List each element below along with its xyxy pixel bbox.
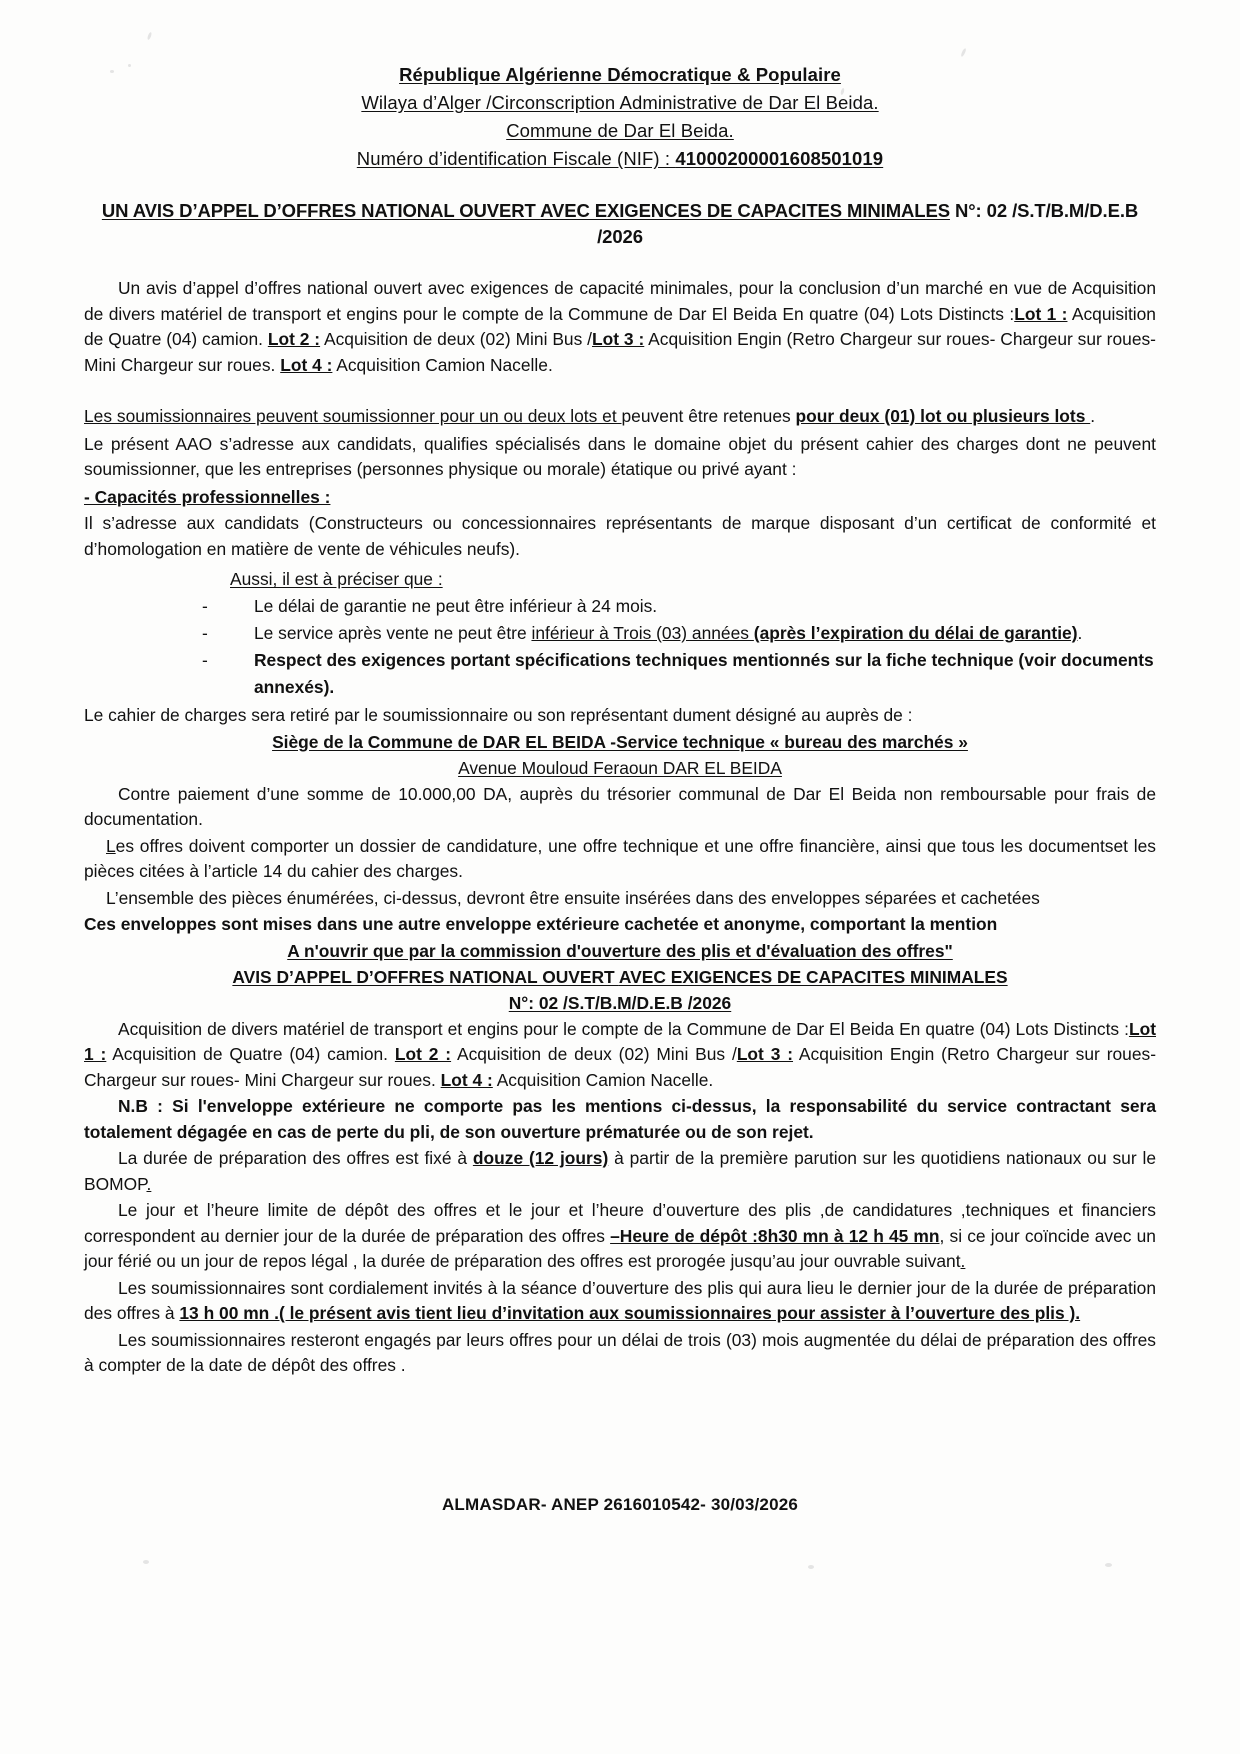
intro-lot2-text: Acquisition de deux (02) Mini Bus / <box>320 329 593 349</box>
soumissionnaires-paragraph <box>84 404 1156 430</box>
footer-text: ALMASDAR- ANEP 2616010542- 30/03/2026 <box>441 1495 799 1514</box>
retrait-paragraph <box>84 703 1156 729</box>
title-part-2: AVEC EXIGENCES DE CAPACITES MINIMALES <box>540 200 950 221</box>
siege-line <box>84 729 1156 755</box>
title-part-1: UN AVIS D’APPEL D’OFFRES NATIONAL OUVERT <box>101 200 541 221</box>
intro-text: Un avis d’appel d’offres national ouvert avec exigences de capacité minimales, pour la conclusion d’un marché en vue de Acquisition de divers matériel de transport et engins pour le compte de la Commune de Dar El Beida En quatre (04) Lots Distincts : <box>84 278 1156 324</box>
title-repeat-part-1: AVIS D’APPEL D’OFFRES NATIONAL OUVERT <box>232 966 619 987</box>
lots-repeat-lot3-text: Acquisition Engin (Retro Chargeur sur roues- Chargeur sur roues- Mini Chargeur sur roues. <box>84 1044 1156 1090</box>
soumission-underlined-1: Les soumissionnaires peuvent soumissionner pour un ou deux lots et <box>84 406 622 426</box>
intro-lot4-text: Acquisition Camion Nacelle. <box>332 354 553 375</box>
aao-paragraph <box>84 432 1156 483</box>
document-body <box>84 62 1156 1379</box>
header-line-commune <box>84 118 1156 144</box>
lots-repeat-lot2-label: Lot 2 : <box>394 1044 452 1064</box>
condition-1-text: Le délai de garantie ne peut être inférieur à 24 mois. <box>254 596 658 616</box>
condition-2-underline: inférieur à Trois (03) années <box>531 623 754 643</box>
paiement-paragraph <box>84 782 1156 833</box>
seance-hour-value: 13 h 00 mn .( le présent avis tient lieu d’invitation aux soumissionnaires pour assister à l’ouverture des plis ). <box>179 1303 1081 1323</box>
title-repeat-number: N°: 02 /S.T/B.M/D.E.B /2026 <box>508 992 732 1013</box>
engages-paragraph <box>84 1328 1156 1379</box>
scan-speck <box>147 32 153 41</box>
duree-paragraph <box>84 1146 1156 1197</box>
intro-lot3-text: Acquisition Engin (Retro Chargeur sur roues- Chargeur sur roues- Mini Chargeur sur roues. <box>84 329 1156 375</box>
condition-3-text: Respect des exigences portant spécifications techniques mentionnés sur la fiche technique (voir documents annexés). <box>254 650 1154 697</box>
capacites-paragraph <box>84 511 1156 562</box>
list-item <box>202 593 1156 620</box>
lots-repeat-lot2-text: Acquisition de deux (02) Mini Bus / <box>451 1044 737 1064</box>
intro-lot1-label: Lot 1 : <box>1014 303 1068 324</box>
intro-lot2-label: Lot 2 : <box>267 329 321 349</box>
title-repeat-number-line <box>84 990 1156 1016</box>
soumission-underlined-2: pour deux (01) lot ou plusieurs lots <box>795 406 1091 426</box>
document-header <box>84 62 1156 172</box>
dash-icon: - <box>202 596 208 616</box>
lots-repeat-lot4-label: Lot 4 : <box>440 1069 493 1090</box>
dash-icon: - <box>202 623 208 643</box>
scan-speck <box>808 1565 814 1569</box>
header-republic-text: République Algérienne Démocratique & Populaire <box>399 64 841 85</box>
scan-speck <box>1105 1563 1112 1567</box>
lots-repeat-paragraph <box>84 1017 1156 1094</box>
capacites-heading-text: - Capacités professionnelles : <box>84 486 331 507</box>
enveloppes-text: Ces enveloppes sont mises dans une autre enveloppe extérieure cachetée et anonyme, comportant la mention <box>84 914 998 934</box>
offres-paragraph <box>84 834 1156 885</box>
capacites-text: Il s’adresse aux candidats (Constructeurs ou concessionnaires représentants de marque disposant d’un certificat de conformité et d’homologation en matière de vente de véhicules neufs). <box>84 513 1156 559</box>
lots-repeat-text: Acquisition de divers matériel de transport et engins pour le compte de la Commune de Dar El Beida En quatre (04) Lots Distincts : <box>118 1018 1129 1039</box>
lots-repeat-lot3-label: Lot 3 : <box>736 1044 794 1064</box>
depot-hours-value: –Heure de dépôt :8h30 mn à 12 h 45 mn <box>610 1225 940 1246</box>
engages-text: Les soumissionnaires resteront engagés par leurs offres pour un délai de trois (03) mois augmentée du délai de préparation des offres à compter de la date de dépôt des offres . <box>84 1329 1156 1375</box>
nb-paragraph <box>84 1094 1156 1145</box>
header-line-republic <box>84 62 1156 88</box>
ensemble-paragraph <box>84 886 1156 912</box>
duree-days-value: douze (12 jours) <box>472 1148 609 1168</box>
mention-text: A n'ouvrir que par la commission d'ouverture des plis et d'évaluation des offres" <box>287 940 953 961</box>
header-line-wilaya <box>84 90 1156 116</box>
condition-2-bold: (après l’expiration du délai de garantie) <box>753 623 1078 643</box>
header-commune-text: Commune de Dar El Beida. <box>506 120 734 141</box>
lots-repeat-lot4-text: Acquisition Camion Nacelle. <box>492 1069 714 1090</box>
title-repeat-line <box>84 964 1156 990</box>
depot-paragraph <box>84 1198 1156 1275</box>
list-item <box>202 620 1156 647</box>
intro-lot3-label: Lot 3 : <box>592 329 645 349</box>
intro-lot1-text: Acquisition de Quatre (04) camion. <box>84 303 1156 349</box>
page-footer <box>0 1495 1240 1515</box>
aussi-heading-text: Aussi, il est à préciser que : <box>230 569 443 589</box>
seance-paragraph <box>84 1276 1156 1327</box>
intro-lot4-label: Lot 4 : <box>280 354 333 375</box>
offres-text: es offres doivent comporter un dossier de candidature, une offre technique et une offre financière, ainsi que tous les documentset les pièces citées à l’article 14 du cahier des charges. <box>84 835 1156 881</box>
lots-repeat-lot1-label: Lot 1 : <box>84 1018 1156 1064</box>
intro-paragraph <box>84 276 1156 378</box>
duree-text-c: . <box>146 1173 152 1194</box>
paiement-text: Contre paiement d’une somme de 10.000,00 DA, auprès du trésorier communal de Dar El Beida non remboursable pour frais de documentation. <box>84 783 1156 829</box>
nb-text: N.B : Si l'enveloppe extérieure ne comporte pas les mentions ci-dessus, la responsabilité du service contractant sera totalement dégagée en cas de perte du pli, de son ouverture prématurée ou de son rejet. <box>84 1096 1156 1142</box>
scan-speck <box>143 1560 149 1564</box>
avenue-line <box>84 755 1156 781</box>
depot-text-c: . <box>960 1251 966 1271</box>
offres-first-letter: L <box>106 835 116 856</box>
title-repeat-part-2: AVEC EXIGENCES DE CAPACITES MINIMALES <box>618 966 1008 987</box>
seance-text-a: Les soumissionnaires sont cordialement invités à la séance d’ouverture des plis qui aura lieu le dernier jour de la durée de préparation des offres à <box>84 1277 1156 1323</box>
header-wilaya-text: Wilaya d’Alger /Circonscription Administrative de Dar El Beida. <box>361 92 879 113</box>
soumission-middle: peuvent être retenues <box>621 406 796 426</box>
conditions-list <box>84 593 1156 701</box>
avenue-text: Avenue Mouloud Feraoun DAR EL BEIDA <box>458 757 782 778</box>
duree-text-b: à partir de la première parution sur les quotidiens nationaux ou sur le BOMOP <box>84 1148 1156 1194</box>
depot-text-a: Le jour et l’heure limite de dépôt des offres et le jour et l’heure d’ouverture des plis ,de candidatures ,techniques et financiers correspondent au dernier jour de la durée de préparation des offres <box>84 1200 1156 1246</box>
aussi-heading <box>84 566 1156 593</box>
dash-icon: - <box>202 650 208 670</box>
scan-speck <box>960 48 967 57</box>
mention-line <box>84 938 1156 964</box>
nif-label: Numéro d’identification Fiscale (NIF) : <box>356 148 676 169</box>
header-line-nif <box>84 146 1156 172</box>
soumission-tail: . <box>1090 406 1096 426</box>
condition-2-tail: . <box>1077 623 1083 643</box>
retrait-text: Le cahier de charges sera retiré par le soumissionnaire ou son représentant dument désigné au auprès de : <box>84 705 913 725</box>
enveloppes-paragraph <box>84 912 1156 938</box>
ensemble-text: L’ensemble des pièces énumérées, ci-dessus, devront être ensuite insérées dans des enveloppes séparées et cachetées <box>106 887 1040 908</box>
condition-2-text: Le service après vente ne peut être <box>254 623 532 643</box>
lots-repeat-lot1-text: Acquisition de Quatre (04) camion. <box>106 1044 395 1064</box>
page-title <box>84 198 1156 250</box>
duree-text-a: La durée de préparation des offres est fixé à <box>118 1148 473 1168</box>
capacites-heading <box>84 485 1156 511</box>
depot-text-b: , si ce jour coïncide avec un jour férié ou un jour de repos légal , la durée de préparation des offres est prorogée jusqu’au jour ouvrable suivant <box>84 1225 1156 1271</box>
title-reference-number: N°: 02 /S.T/B.M/D.E.B /2026 <box>597 200 1139 247</box>
list-item <box>202 647 1156 701</box>
nif-value: 41000200001608501019 <box>675 148 884 169</box>
aao-text: Le présent AAO s’adresse aux candidats, qualifies spécialisés dans le domaine objet du présent cahier des charges dont ne peuvent soumissionner, que les entreprises (personnes physique ou morale) étatique ou privé ayant : <box>84 433 1156 479</box>
siege-text: Siège de la Commune de DAR EL BEIDA -Service technique « bureau des marchés » <box>272 731 968 752</box>
